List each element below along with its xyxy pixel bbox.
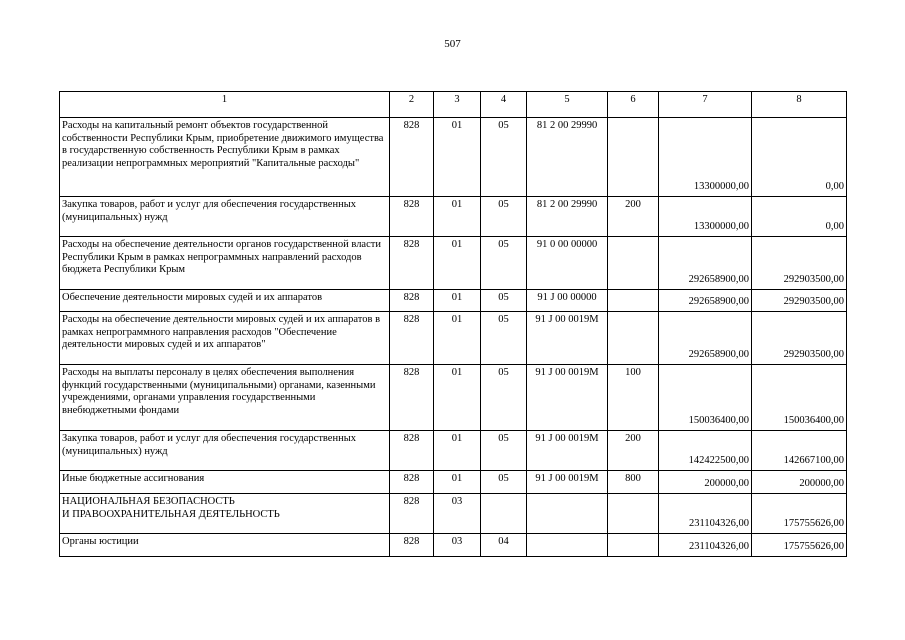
cell-amount-year1: 200000,00 — [659, 471, 752, 494]
table-header-row — [60, 92, 847, 118]
column-header: 1 — [60, 92, 390, 118]
cell-target-article: 91 J 00 0019M — [527, 471, 608, 494]
cell-target-article: 91 J 00 0019M — [527, 365, 608, 431]
cell-subsection — [481, 494, 527, 534]
row-description: Расходы на капитальный ремонт объектов государственной собственности Республики Крым, приобретение движимого имущества в государственную собственность Республики Крым в рамках реализации непрограммных мероприятий "Капитальные расходы" — [60, 118, 390, 197]
table-row — [60, 290, 847, 312]
cell-expense-type: 800 — [608, 471, 659, 494]
table-row — [60, 197, 847, 237]
cell-target-article: 81 2 00 29990 — [527, 118, 608, 197]
cell-expense-type — [608, 237, 659, 290]
cell-amount-year1: 13300000,00 — [659, 118, 752, 197]
cell-section: 03 — [434, 494, 481, 534]
cell-amount-year2: 175755626,00 — [752, 494, 847, 534]
column-header: 4 — [481, 92, 527, 118]
cell-subsection: 05 — [481, 237, 527, 290]
cell-subsection: 05 — [481, 365, 527, 431]
cell-amount-year1: 231104326,00 — [659, 534, 752, 557]
cell-ministry-code: 828 — [390, 290, 434, 312]
row-description: Иные бюджетные ассигнования — [60, 471, 390, 494]
table-row — [60, 471, 847, 494]
cell-ministry-code: 828 — [390, 365, 434, 431]
cell-amount-year1: 13300000,00 — [659, 197, 752, 237]
cell-expense-type: 200 — [608, 431, 659, 471]
row-description: Органы юстиции — [60, 534, 390, 557]
cell-section: 01 — [434, 290, 481, 312]
cell-target-article: 91 0 00 00000 — [527, 237, 608, 290]
cell-amount-year2: 200000,00 — [752, 471, 847, 494]
cell-amount-year1: 231104326,00 — [659, 494, 752, 534]
cell-amount-year1: 142422500,00 — [659, 431, 752, 471]
cell-amount-year2: 150036400,00 — [752, 365, 847, 431]
row-description: Закупка товаров, работ и услуг для обеспечения государственных (муниципальных) нужд — [60, 431, 390, 471]
cell-ministry-code: 828 — [390, 494, 434, 534]
column-header: 2 — [390, 92, 434, 118]
table-row — [60, 534, 847, 557]
column-header: 5 — [527, 92, 608, 118]
cell-subsection: 05 — [481, 431, 527, 471]
cell-amount-year1: 150036400,00 — [659, 365, 752, 431]
cell-amount-year2: 292903500,00 — [752, 312, 847, 365]
cell-expense-type — [608, 118, 659, 197]
row-description: Закупка товаров, работ и услуг для обеспечения государственных (муниципальных) нужд — [60, 197, 390, 237]
cell-amount-year1: 292658900,00 — [659, 290, 752, 312]
table-row — [60, 237, 847, 290]
row-description: Расходы на выплаты персоналу в целях обеспечения выполнения функций государственными (муниципальными) органами, казенными учреждениями, органами управления государственными внебюджетными фондами — [60, 365, 390, 431]
cell-target-article: 91 J 00 00000 — [527, 290, 608, 312]
cell-expense-type — [608, 290, 659, 312]
cell-ministry-code: 828 — [390, 471, 434, 494]
cell-ministry-code: 828 — [390, 118, 434, 197]
cell-subsection: 05 — [481, 312, 527, 365]
cell-ministry-code: 828 — [390, 534, 434, 557]
cell-ministry-code: 828 — [390, 431, 434, 471]
cell-expense-type — [608, 534, 659, 557]
cell-section: 01 — [434, 237, 481, 290]
row-description: НАЦИОНАЛЬНАЯ БЕЗОПАСНОСТЬ И ПРАВООХРАНИТЕЛЬНАЯ ДЕЯТЕЛЬНОСТЬ — [60, 494, 390, 534]
table-row — [60, 431, 847, 471]
cell-target-article — [527, 534, 608, 557]
cell-amount-year2: 0,00 — [752, 197, 847, 237]
cell-ministry-code: 828 — [390, 312, 434, 365]
cell-target-article: 81 2 00 29990 — [527, 197, 608, 237]
row-description: Расходы на обеспечение деятельности мировых судей и их аппаратов в рамках непрограммного направления расходов "Обеспечение деятельности мировых судей и их аппаратов" — [60, 312, 390, 365]
table-row — [60, 494, 847, 534]
cell-section: 01 — [434, 471, 481, 494]
table-row — [60, 365, 847, 431]
row-description: Обеспечение деятельности мировых судей и их аппаратов — [60, 290, 390, 312]
column-header: 6 — [608, 92, 659, 118]
cell-expense-type — [608, 312, 659, 365]
cell-section: 01 — [434, 365, 481, 431]
cell-subsection: 05 — [481, 118, 527, 197]
cell-target-article — [527, 494, 608, 534]
cell-amount-year2: 292903500,00 — [752, 237, 847, 290]
cell-subsection: 04 — [481, 534, 527, 557]
cell-subsection: 05 — [481, 290, 527, 312]
cell-expense-type: 200 — [608, 197, 659, 237]
cell-section: 01 — [434, 431, 481, 471]
cell-amount-year2: 0,00 — [752, 118, 847, 197]
cell-subsection: 05 — [481, 471, 527, 494]
page-number: 507 — [444, 38, 461, 50]
cell-section: 01 — [434, 197, 481, 237]
cell-amount-year1: 292658900,00 — [659, 312, 752, 365]
cell-expense-type: 100 — [608, 365, 659, 431]
cell-section: 03 — [434, 534, 481, 557]
cell-ministry-code: 828 — [390, 197, 434, 237]
table-row — [60, 118, 847, 197]
cell-section: 01 — [434, 312, 481, 365]
column-header: 8 — [752, 92, 847, 118]
cell-amount-year2: 142667100,00 — [752, 431, 847, 471]
column-header: 7 — [659, 92, 752, 118]
cell-target-article: 91 J 00 0019M — [527, 431, 608, 471]
cell-amount-year2: 292903500,00 — [752, 290, 847, 312]
cell-target-article: 91 J 00 0019M — [527, 312, 608, 365]
cell-amount-year1: 292658900,00 — [659, 237, 752, 290]
cell-amount-year2: 175755626,00 — [752, 534, 847, 557]
table-row — [60, 312, 847, 365]
cell-section: 01 — [434, 118, 481, 197]
column-header: 3 — [434, 92, 481, 118]
cell-ministry-code: 828 — [390, 237, 434, 290]
cell-expense-type — [608, 494, 659, 534]
budget-table — [59, 91, 847, 557]
row-description: Расходы на обеспечение деятельности органов государственной власти Республики Крым в рамках непрограммных направлений расходов бюджета Республики Крым — [60, 237, 390, 290]
cell-subsection: 05 — [481, 197, 527, 237]
